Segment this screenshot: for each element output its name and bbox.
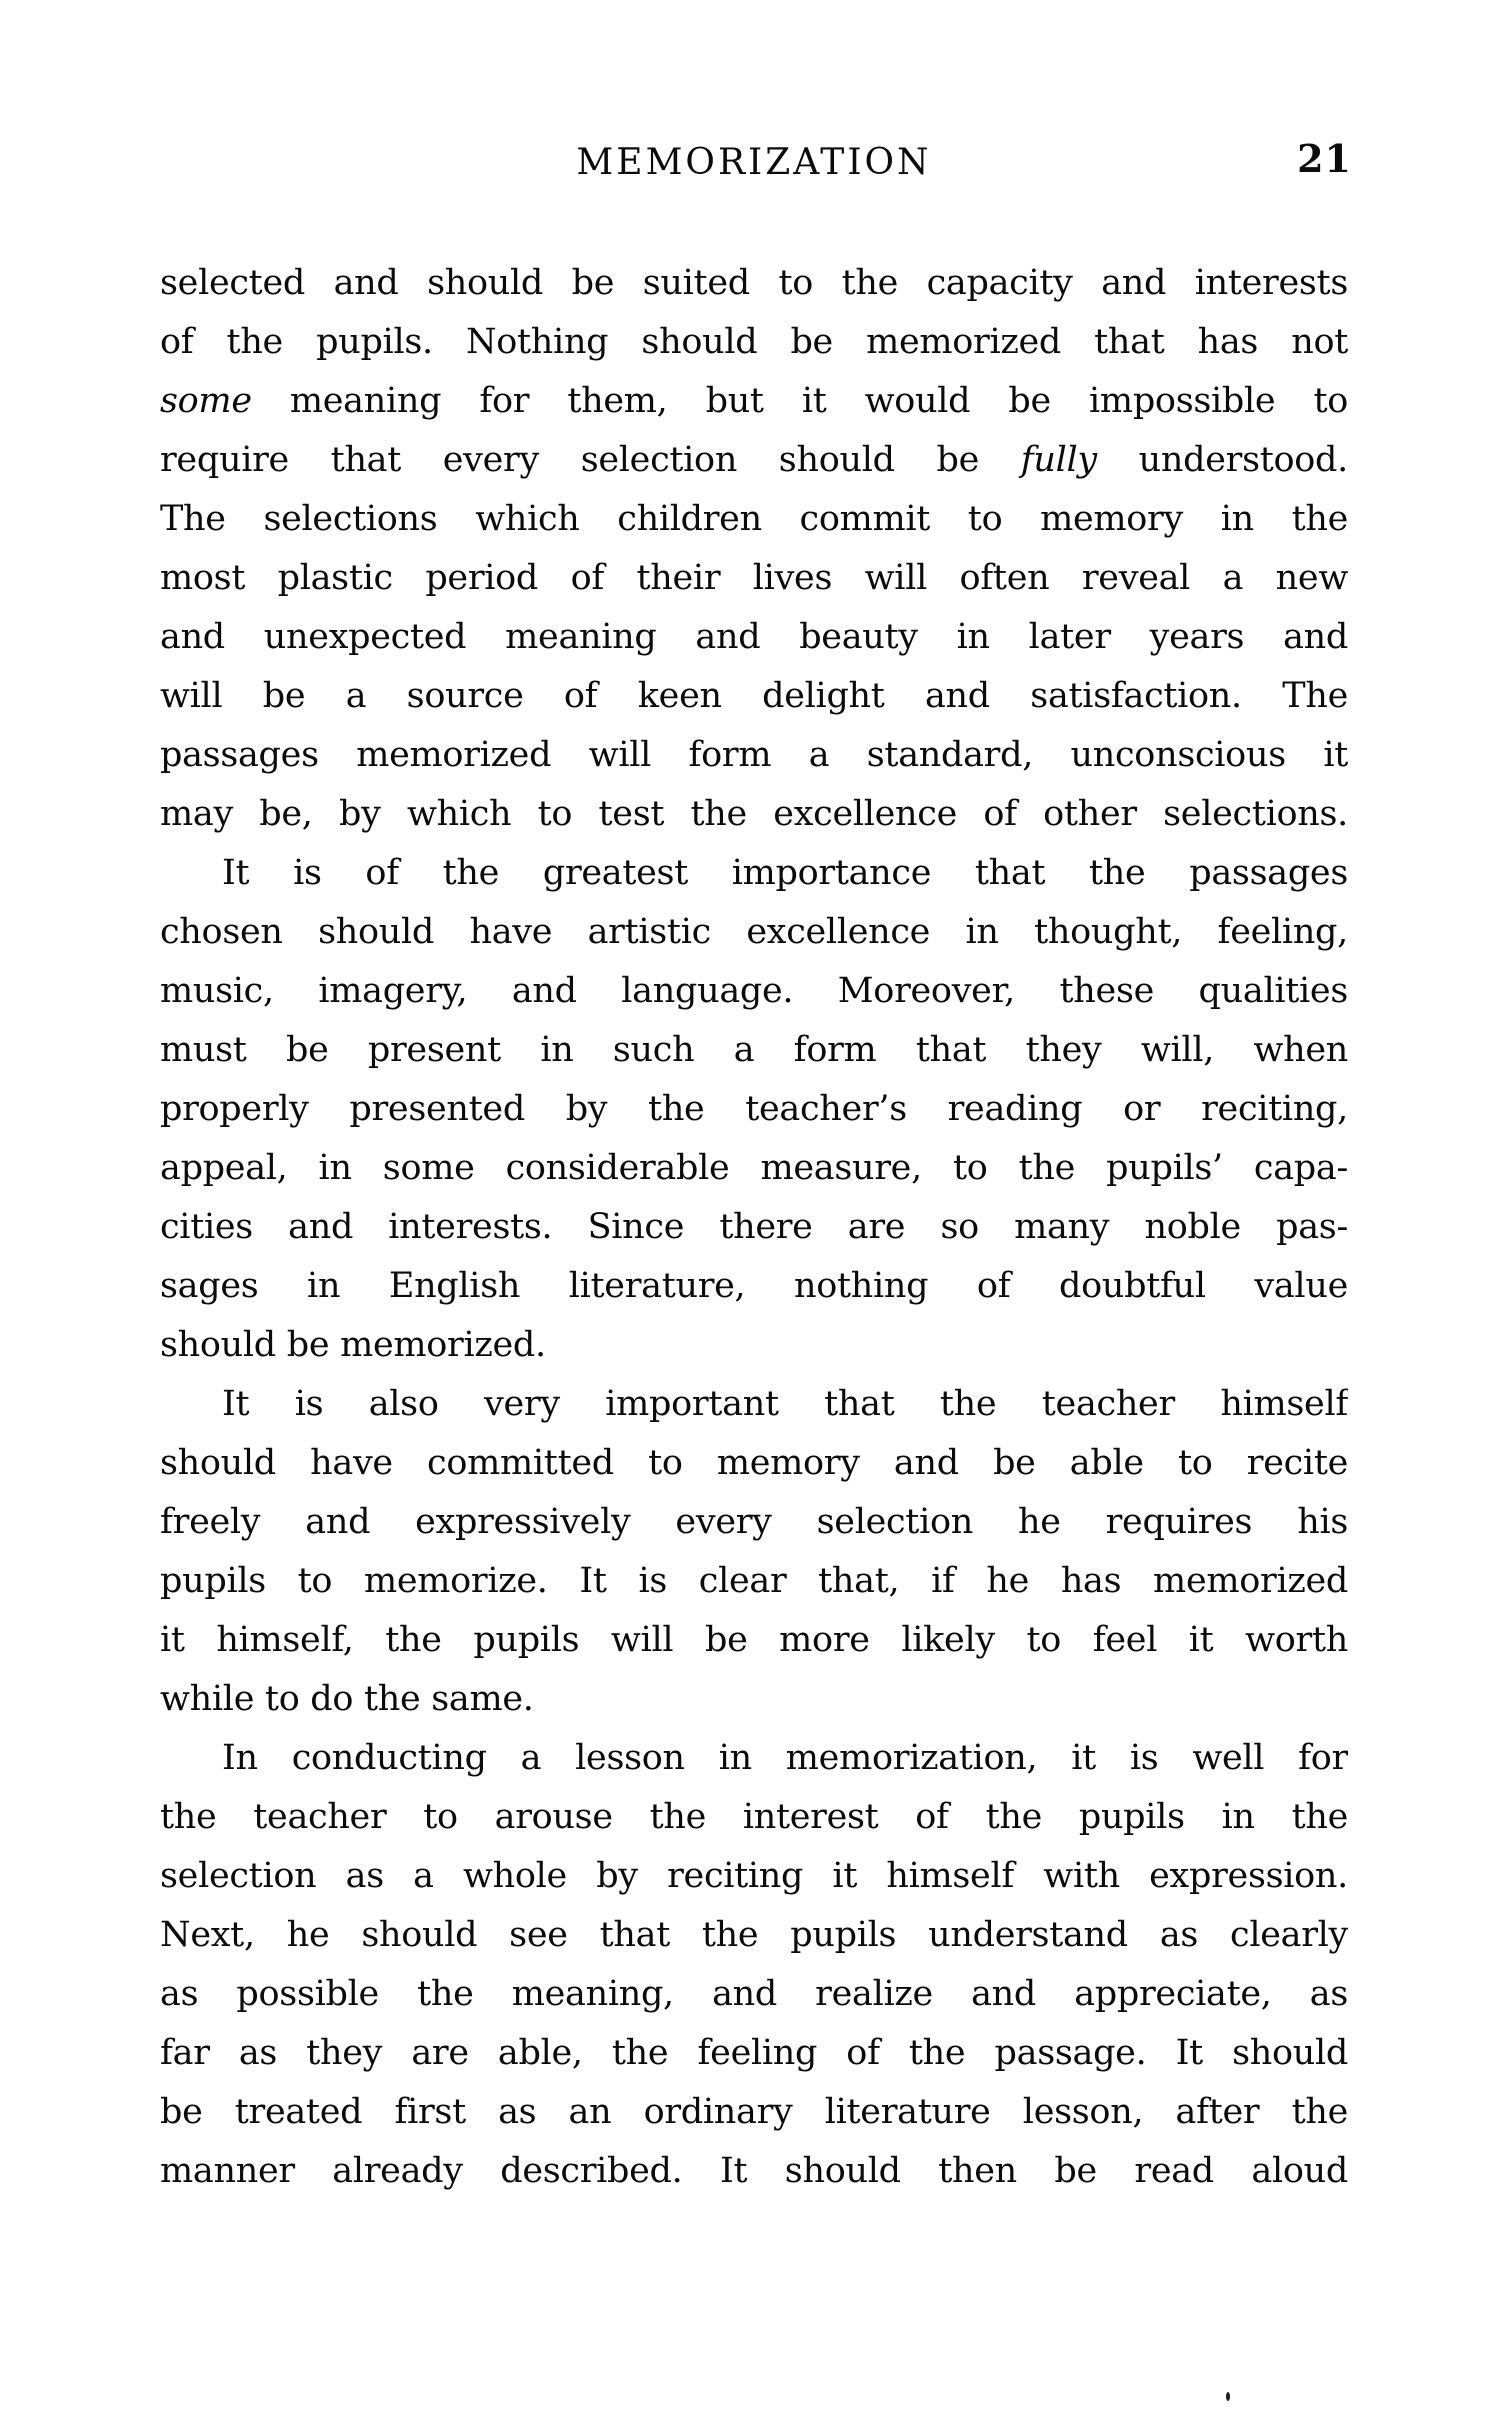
text-line (160, 1906, 1348, 1965)
text-segment: will be a source of keen delight and satisfaction. The (160, 676, 1348, 716)
text-line (160, 490, 1348, 549)
text-line (160, 667, 1348, 726)
text-segment: It is also very important that the teacher himself (222, 1384, 1348, 1424)
text-line (160, 1316, 1348, 1375)
text-segment: cities and interests. Since there are so many noble pas- (160, 1207, 1348, 1247)
text-line (160, 962, 1348, 1021)
text-line (160, 1493, 1348, 1552)
text-line (160, 1434, 1348, 1493)
text-line (160, 254, 1348, 313)
text-line (160, 1729, 1348, 1788)
text-segment: must be present in such a form that they will, when (160, 1030, 1348, 1070)
text-segment: chosen should have artistic excellence in thought, feeling, (160, 912, 1348, 952)
text-line (160, 1670, 1348, 1729)
text-segment: may be, by which to test the excellence of other selections. (160, 794, 1348, 834)
text-line (160, 1198, 1348, 1257)
text-line (160, 1139, 1348, 1198)
scan-artifact-dot (1226, 2392, 1230, 2401)
text-line (160, 2142, 1348, 2201)
text-line (160, 1611, 1348, 1670)
italic-text-segment: some (160, 381, 252, 421)
text-line (160, 431, 1348, 490)
text-segment: selected and should be suited to the capacity and interests (160, 263, 1348, 303)
text-line (160, 844, 1348, 903)
text-segment: passages memorized will form a standard, unconscious it (160, 735, 1348, 775)
text-segment: It is of the greatest importance that the passages (222, 853, 1348, 893)
text-segment: should be memorized. (160, 1325, 546, 1365)
text-segment: most plastic period of their lives will often reveal a new (160, 558, 1348, 598)
text-line (160, 1257, 1348, 1316)
text-line (160, 903, 1348, 962)
text-segment: pupils to memorize. It is clear that, if he has memorized (160, 1561, 1348, 1601)
text-line (160, 1847, 1348, 1906)
text-segment: and unexpected meaning and beauty in later years and (160, 617, 1348, 657)
page-number: 21 (1297, 136, 1352, 181)
text-segment: as possible the meaning, and realize and appreciate, as (160, 1974, 1348, 2014)
text-line (160, 1375, 1348, 1434)
text-segment: sages in English literature, nothing of doubtful value (160, 1266, 1348, 1306)
text-line (160, 1788, 1348, 1847)
text-segment: meaning for them, but it would be impossible to (251, 381, 1348, 421)
text-line (160, 2083, 1348, 2142)
text-line (160, 549, 1348, 608)
text-segment: music, imagery, and language. Moreover, these qualities (160, 971, 1348, 1011)
text-line (160, 608, 1348, 667)
text-line (160, 1021, 1348, 1080)
text-line (160, 313, 1348, 372)
text-segment: selection as a whole by reciting it himself with expression. (160, 1856, 1348, 1896)
text-line (160, 2024, 1348, 2083)
text-segment: be treated first as an ordinary literature lesson, after the (160, 2092, 1348, 2132)
italic-text-segment: fully (1020, 440, 1097, 480)
text-segment: freely and expressively every selection he requires his (160, 1502, 1348, 1542)
text-segment: In conducting a lesson in memorization, it is well for (222, 1738, 1348, 1778)
text-line (160, 1080, 1348, 1139)
text-segment: should have committed to memory and be able to recite (160, 1443, 1348, 1483)
text-line (160, 1552, 1348, 1611)
text-segment: Next, he should see that the pupils understand as clearly (160, 1915, 1348, 1955)
text-segment: while to do the same. (160, 1679, 534, 1719)
text-line (160, 372, 1348, 431)
text-line (160, 785, 1348, 844)
text-segment: appeal, in some considerable measure, to the pupils’ capa- (160, 1148, 1348, 1188)
text-segment: manner already described. It should then be read aloud (160, 2151, 1348, 2191)
text-line (160, 1965, 1348, 2024)
text-segment: properly presented by the teacher’s reading or reciting, (160, 1089, 1348, 1129)
text-segment: the teacher to arouse the interest of the pupils in the (160, 1797, 1348, 1837)
text-line (160, 726, 1348, 785)
page-body (160, 254, 1348, 2201)
running-header-title: MEMORIZATION (576, 142, 932, 183)
text-segment: far as they are able, the feeling of the passage. It should (160, 2033, 1348, 2073)
text-segment: it himself, the pupils will be more likely to feel it worth (160, 1620, 1348, 1660)
text-segment: The selections which children commit to memory in the (160, 499, 1348, 539)
text-segment: of the pupils. Nothing should be memorized that has not (160, 322, 1348, 362)
text-segment: understood. (1096, 440, 1348, 480)
text-column (160, 0, 1352, 2410)
text-segment: require that every selection should be (160, 440, 1021, 480)
